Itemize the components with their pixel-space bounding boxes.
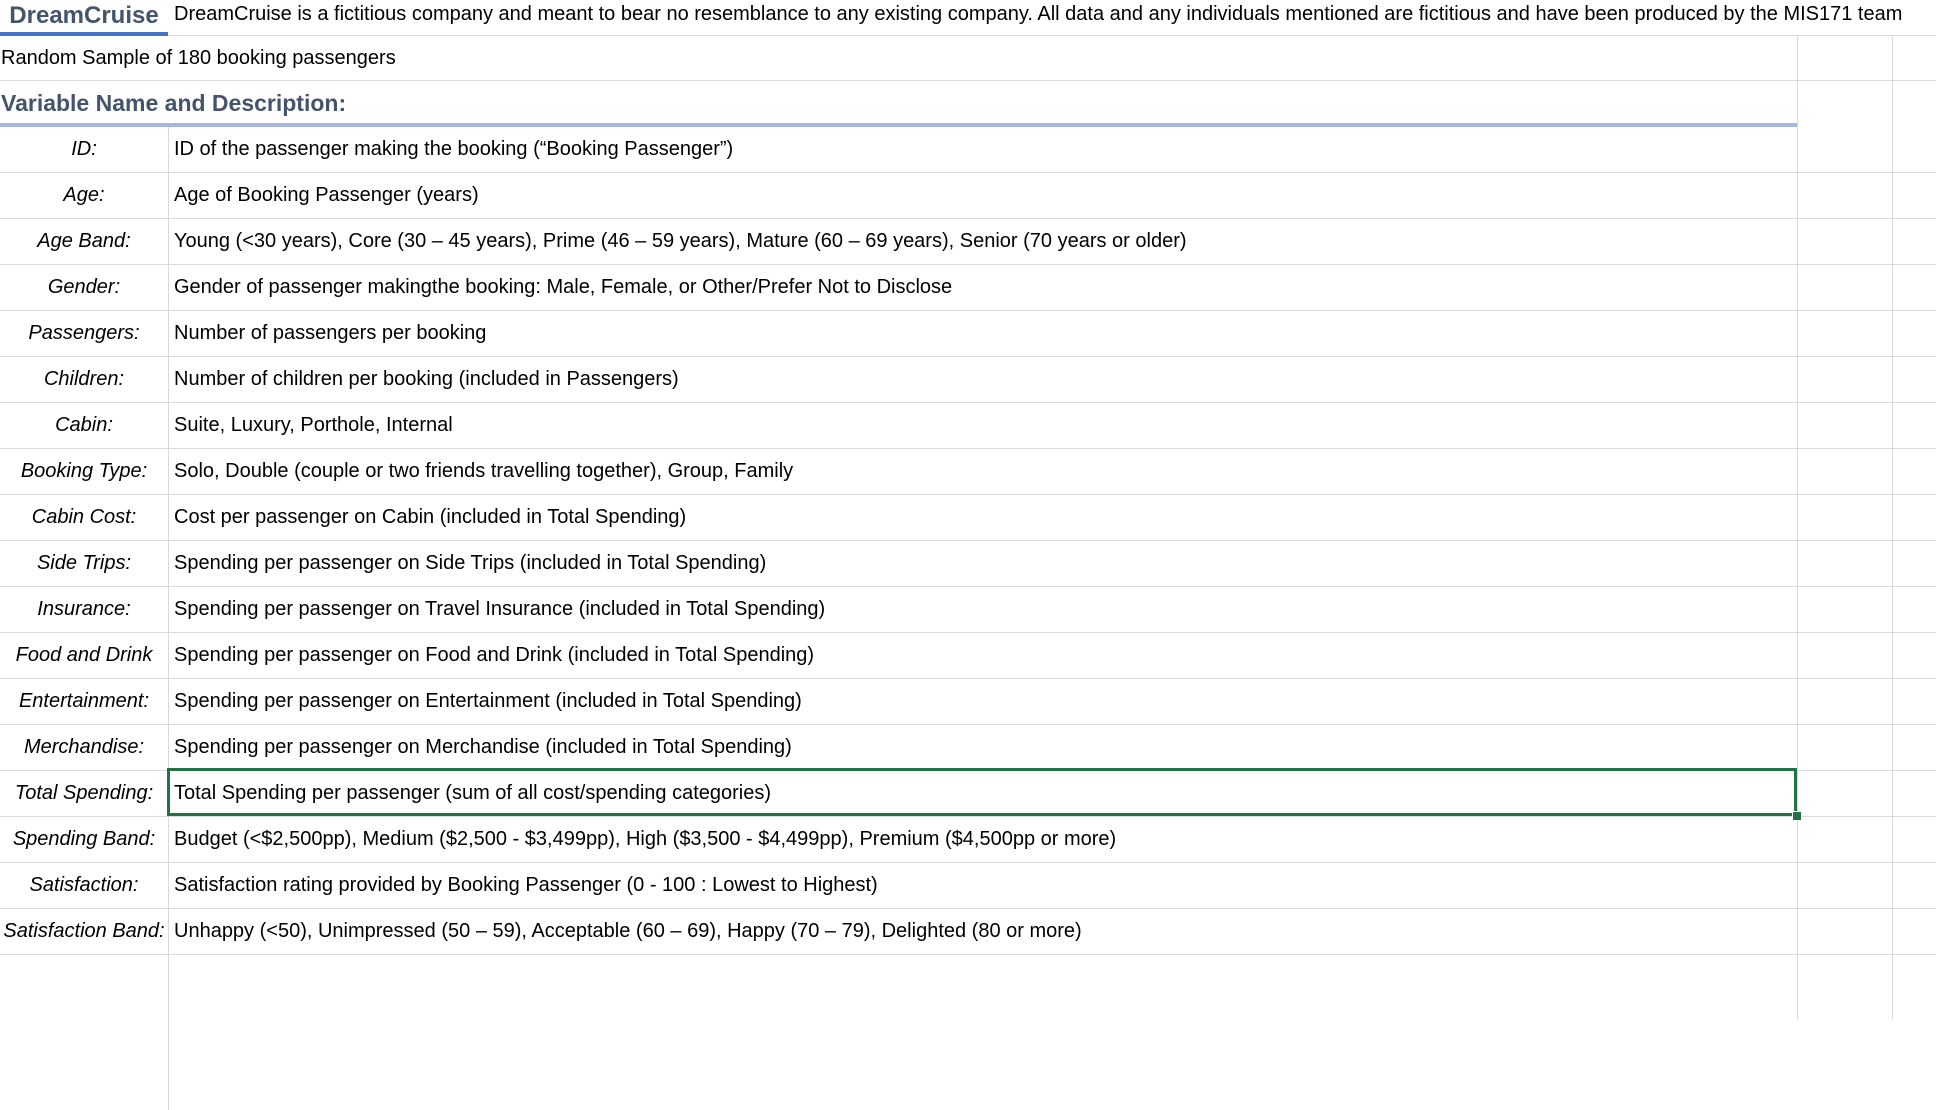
variable-name-cell[interactable]: Children: bbox=[43, 368, 125, 390]
variable-name-cell[interactable]: Cabin Cost: bbox=[31, 506, 137, 528]
variable-description-cell[interactable]: Satisfaction rating provided by Booking Passenger (0 - 100 : Lowest to Highest) bbox=[174, 874, 878, 896]
variable-description-cell[interactable]: Solo, Double (couple or two friends travelling together), Group, Family bbox=[174, 460, 794, 482]
variable-name-cell[interactable]: Food and Drink bbox=[15, 644, 153, 666]
title-row bbox=[0, 0, 1936, 36]
variable-description-cell[interactable]: ID of the passenger making the booking (“Booking Passenger”) bbox=[174, 138, 734, 160]
variable-description-cell[interactable]: Number of passengers per booking bbox=[174, 322, 487, 344]
variable-name-cell[interactable]: Passengers: bbox=[28, 322, 140, 344]
variable-name-cell[interactable]: Satisfaction Band: bbox=[3, 920, 165, 942]
brand-cell[interactable]: DreamCruise bbox=[0, 0, 168, 36]
variable-description-cell[interactable]: Cost per passenger on Cabin (included in Total Spending) bbox=[174, 506, 687, 528]
variable-description-cell[interactable]: Gender of passenger makingthe booking: Male, Female, or Other/Prefer Not to Disclose bbox=[174, 276, 953, 298]
table-row bbox=[0, 725, 1936, 771]
table-row bbox=[0, 173, 1936, 219]
variable-description-cell[interactable]: Spending per passenger on Entertainment (included in Total Spending) bbox=[174, 690, 802, 712]
subtitle-row bbox=[0, 36, 1936, 81]
variable-description-cell[interactable]: Spending per passenger on Food and Drink (included in Total Spending) bbox=[174, 644, 815, 666]
variable-description-cell[interactable]: Total Spending per passenger (sum of all cost/spending categories) bbox=[174, 782, 772, 804]
table-row bbox=[0, 265, 1936, 311]
variable-name-cell[interactable]: Side Trips: bbox=[36, 552, 132, 574]
variable-name-cell[interactable]: Merchandise: bbox=[23, 736, 145, 758]
variable-name-cell[interactable]: Entertainment: bbox=[18, 690, 150, 712]
variable-description-cell[interactable]: Unhappy (<50), Unimpressed (50 – 59), Acceptable (60 – 69), Happy (70 – 79), Delighted (80 or more) bbox=[174, 920, 1082, 942]
disclaimer-cell[interactable]: DreamCruise is a fictitious company and meant to bear no resemblance to any existing company. All data and any individuals mentioned are fictitious and have been produced by the MIS171 team bbox=[174, 3, 1903, 25]
table-row bbox=[0, 403, 1936, 449]
table-row bbox=[0, 771, 1936, 817]
variable-description-cell[interactable]: Suite, Luxury, Porthole, Internal bbox=[174, 414, 453, 436]
table-row bbox=[0, 633, 1936, 679]
variable-name-cell[interactable]: ID: bbox=[71, 138, 97, 160]
section-heading-cell[interactable]: Variable Name and Description: bbox=[1, 90, 347, 116]
variable-name-cell[interactable]: Age: bbox=[63, 184, 105, 206]
variable-description-cell[interactable]: Budget (<$2,500pp), Medium ($2,500 - $3,499pp), High ($3,500 - $4,499pp), Premium ($4,500pp or more) bbox=[174, 828, 1117, 850]
variable-name-cell[interactable]: Age Band: bbox=[37, 230, 131, 252]
variable-description-cell[interactable]: Number of children per booking (included in Passengers) bbox=[174, 368, 679, 390]
variable-name-cell[interactable]: Total Spending: bbox=[14, 782, 154, 804]
table-row bbox=[0, 587, 1936, 633]
variable-name-cell[interactable]: Booking Type: bbox=[20, 460, 148, 482]
variable-name-cell[interactable]: Satisfaction: bbox=[29, 874, 139, 896]
subtitle-cell[interactable]: Random Sample of 180 booking passengers bbox=[1, 47, 396, 69]
table-row bbox=[0, 127, 1936, 173]
variable-description-cell[interactable]: Spending per passenger on Side Trips (included in Total Spending) bbox=[174, 552, 767, 574]
variable-description-cell[interactable]: Spending per passenger on Merchandise (included in Total Spending) bbox=[174, 736, 792, 758]
table-row bbox=[0, 863, 1936, 909]
variable-name-cell[interactable]: Gender: bbox=[47, 276, 121, 298]
variable-name-cell[interactable]: Insurance: bbox=[37, 598, 131, 620]
variable-description-cell[interactable]: Spending per passenger on Travel Insurance (included in Total Spending) bbox=[174, 598, 826, 620]
variable-description-cell[interactable]: Age of Booking Passenger (years) bbox=[174, 184, 479, 206]
table-row bbox=[0, 909, 1936, 955]
variable-description-cell[interactable]: Young (<30 years), Core (30 – 45 years), Prime (46 – 59 years), Mature (60 – 69 years), Senior (70 years or older) bbox=[174, 230, 1187, 252]
table-row bbox=[0, 219, 1936, 265]
table-row bbox=[0, 541, 1936, 587]
table-row bbox=[0, 311, 1936, 357]
table-row bbox=[0, 817, 1936, 863]
table-row bbox=[0, 449, 1936, 495]
variable-name-cell[interactable]: Cabin: bbox=[55, 414, 113, 436]
fill-handle[interactable] bbox=[1792, 811, 1802, 821]
section-heading-row bbox=[0, 81, 1936, 126]
table-row bbox=[0, 357, 1936, 403]
variable-name-cell[interactable]: Spending Band: bbox=[12, 828, 156, 850]
table-row bbox=[0, 679, 1936, 725]
table-row bbox=[0, 495, 1936, 541]
